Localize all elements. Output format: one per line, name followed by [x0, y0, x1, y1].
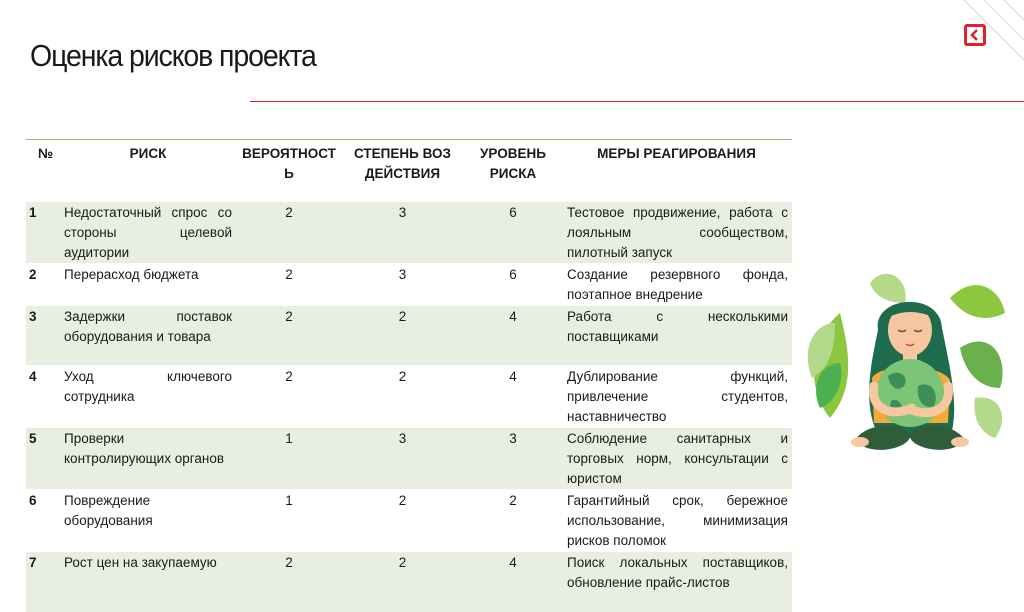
table-row: [26, 552, 792, 612]
row-impact: 2: [398, 555, 407, 570]
row-measures: Соблюдение санитарных и торговых норм, консультации с юристом: [567, 431, 788, 486]
row-num: 3: [29, 309, 37, 324]
row-measures: Поиск локальных поставщиков, обновление прайс-листов: [567, 555, 788, 590]
row-risk: Проверки контролирующих органов: [64, 431, 225, 466]
row-probability: 1: [285, 431, 293, 446]
row-probability: 1: [285, 493, 293, 508]
row-impact: 3: [398, 205, 407, 220]
row-risk: Недостаточный спрос со стороны целевой аудитории: [64, 205, 232, 260]
table-header-row: [26, 140, 792, 202]
header-num: №: [38, 146, 54, 161]
table-row: [26, 264, 792, 306]
row-level: 6: [509, 267, 517, 282]
row-num: 7: [29, 555, 37, 570]
header-measures: МЕРЫ РЕАГИРОВАНИЯ: [597, 146, 756, 161]
row-level: 3: [509, 431, 517, 446]
row-measures: Тестовое продвижение, работа с лояльным сообществом, пилотный запуск: [567, 205, 788, 260]
header-probability: ВЕРОЯТНОСТЬ: [242, 146, 336, 181]
header-level: УРОВЕНЬ РИСКА: [480, 146, 546, 181]
table-row: [26, 428, 792, 490]
back-button[interactable]: [964, 24, 986, 46]
row-level: 4: [509, 555, 517, 570]
row-impact: 2: [398, 309, 407, 324]
row-probability: 2: [285, 267, 293, 282]
row-measures: Гарантийный срок, бережное использование, минимизация рисков поломок: [567, 493, 788, 548]
row-risk: Задержки поставок оборудования и товара: [64, 309, 232, 344]
row-num: 1: [29, 205, 37, 220]
table-row: [26, 490, 792, 552]
row-impact: 2: [398, 369, 407, 384]
row-probability: 2: [285, 205, 293, 220]
row-level: 4: [509, 369, 517, 384]
title-divider: [250, 101, 1024, 102]
page-title: Оценка рисков проекта: [30, 38, 316, 73]
row-probability: 2: [285, 369, 293, 384]
row-measures: Создание резервного фонда, поэтапное внедрение: [567, 267, 788, 302]
row-num: 2: [29, 267, 37, 282]
row-num: 6: [29, 493, 37, 508]
risk-table: [26, 139, 792, 612]
row-num: 5: [29, 431, 37, 446]
row-level: 6: [509, 205, 517, 220]
row-measures: Дублирование функций, привлечение студентов, наставничество: [567, 369, 788, 424]
row-risk: Уход ключевого сотрудника: [64, 369, 232, 404]
row-impact: 3: [398, 267, 407, 282]
row-measures: Работа с несколькими поставщиками: [567, 309, 788, 344]
row-probability: 2: [285, 309, 293, 324]
table-row: [26, 366, 792, 428]
row-impact: 3: [398, 431, 407, 446]
row-risk: Рост цен на закупаемую: [64, 555, 217, 570]
row-level: 2: [509, 493, 517, 508]
header-impact: СТЕПЕНЬ ВОЗДЕЙСТВИЯ: [354, 146, 451, 181]
row-num: 4: [29, 369, 37, 384]
risk-table-container: [26, 139, 792, 590]
row-risk: Перерасход бюджета: [64, 267, 199, 282]
table-row: [26, 306, 792, 366]
chevron-left-icon: [970, 29, 980, 41]
row-impact: 2: [398, 493, 407, 508]
table-row: [26, 202, 792, 264]
row-level: 4: [509, 309, 517, 324]
woman-hugging-earth-icon: [800, 268, 1010, 468]
row-risk: Повреждение оборудования: [64, 493, 153, 528]
header-risk: РИСК: [129, 146, 167, 161]
row-probability: 2: [285, 555, 293, 570]
